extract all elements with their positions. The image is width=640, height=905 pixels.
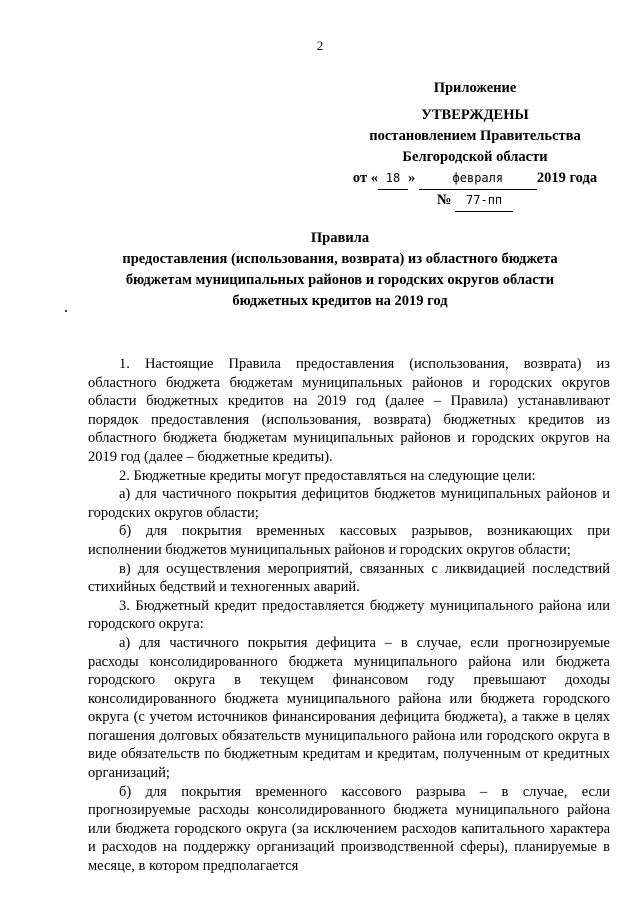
approval-number [340,190,610,212]
paragraph-1: 1. Настоящие Правила предоставления (использования, возврата) из областного бюджета бюджетам муниципальных районов и городских округов области бюджетных кредитов на 2019 год (далее – Правила) устанавливают порядок предоставления (использования, возврата) бюджетных кредитов из областного бюджета бюджетам муниципальных районов и городских округов на 2019 год (далее – бюджетные кредиты). [88,356,610,465]
approval-line-2: Белгородской области [402,149,548,165]
page-number: 2 [316,38,324,53]
title-line-2: предоставления (использования, возврата) из областного бюджета [122,251,558,267]
number-prefix: № [436,192,452,208]
date-mid: » [407,170,416,186]
paragraph-3: 3. Бюджетный кредит предоставляется бюджету муниципального района или городского округа: [88,597,610,633]
title-line-1: Правила [310,230,370,246]
title-line-3: бюджетам муниципальных районов и городских округов области [125,272,555,288]
document-title [70,228,610,312]
approved-heading: УТВЕРЖДЕНЫ [421,107,529,123]
document-body [88,355,610,876]
appendix-label: Приложение [433,80,517,96]
approval-line-1: постановлением Правительства [369,128,581,144]
scan-speck [65,310,67,312]
approval-block [340,78,610,212]
date-month: февраля [419,168,537,190]
title-line-4: бюджетных кредитов на 2019 год [232,293,448,309]
paragraph-3a: а) для частичного покрытия дефицита – в случае, если прогнозируемые расходы консолидированного бюджета муниципального района или бюджета городского округа в текущем финансовом году превышают доходы консолидированного бюджета муниципального района или бюджета городского округа (с учетом источников финансирования дефицита бюджета), а также в целях погашения долговых обязательств муниципального района или городского округа в виде обязательств по бюджетным кредитам и кредитам, полученным от кредитных организаций; [88,634,610,782]
date-year: 2019 года [536,170,598,186]
paragraph-3b: б) для покрытия временного кассового разрыва – в случае, если прогнозируемые расходы консолидированного бюджета муниципального района или бюджета городского округа (за исключением расходов капитального характера и расходов на поддержку организаций производственной сферы), планируемые в месяце, в котором предполагается [88,783,610,875]
approval-date [340,168,610,190]
paragraph-2b: б) для покрытия временных кассовых разрывов, возникающих при исполнении бюджетов муниципальных районов и городских округов области; [88,523,610,558]
date-prefix: от « [352,170,378,186]
paragraph-2a: а) для частичного покрытия дефицитов бюджетов муниципальных районов и городских округов области; [88,486,610,521]
paragraph-2: 2. Бюджетные кредиты могут предоставляться на следующие цели: [119,467,536,484]
number-value: 77-пп [455,190,513,212]
date-day: 18 [378,168,408,190]
paragraph-2c: в) для осуществления мероприятий, связанных с ликвидацией последствий стихийных бедствий и техногенных аварий. [88,560,610,596]
